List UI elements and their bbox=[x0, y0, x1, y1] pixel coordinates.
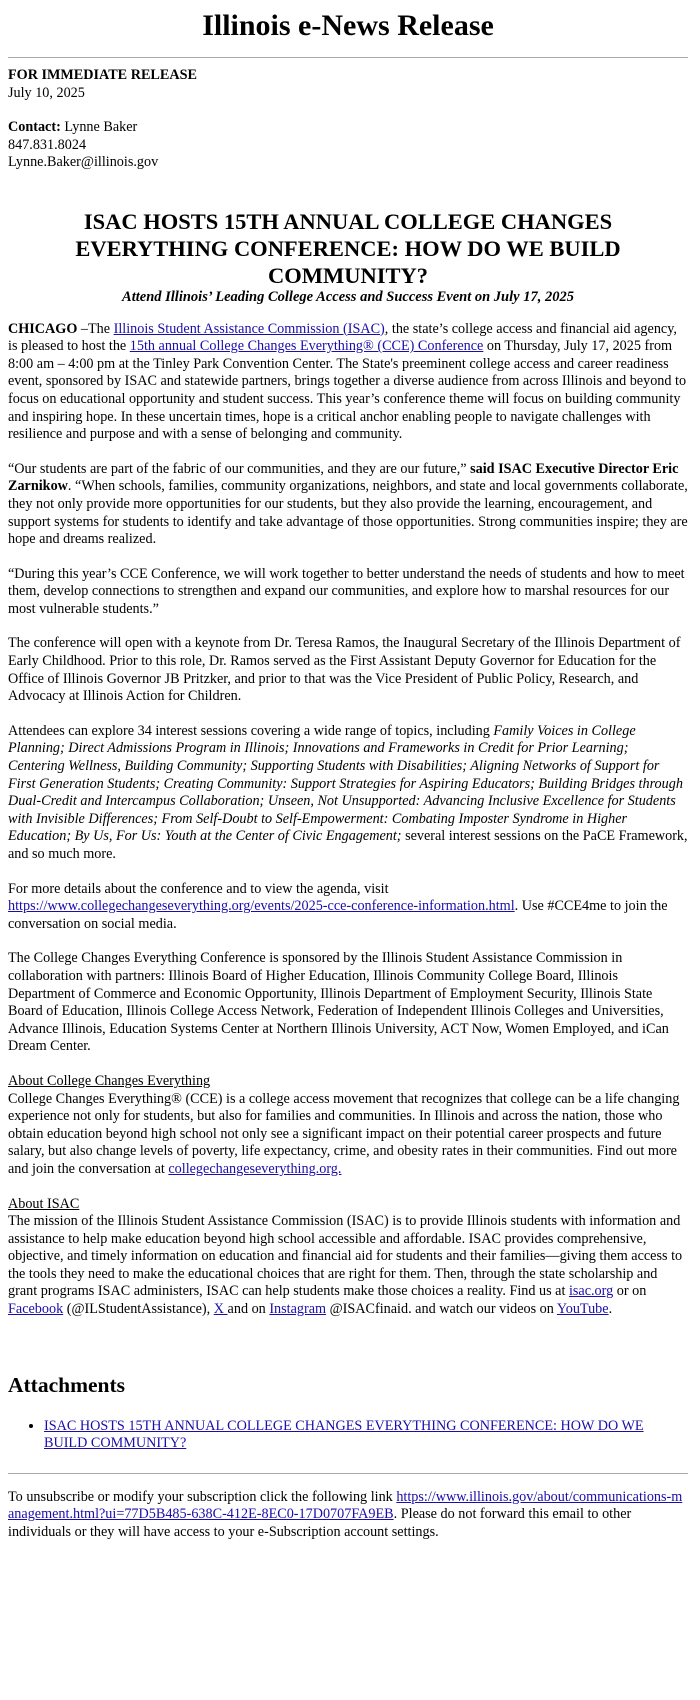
about-cce-section bbox=[8, 1073, 688, 1179]
contact-name: Lynne Baker bbox=[64, 119, 138, 136]
paragraph-text: For more details about the conference and to view the agenda, visit bbox=[8, 880, 389, 897]
release-date: July 10, 2025 bbox=[8, 84, 85, 101]
attachment-link[interactable]: ISAC HOSTS 15TH ANNUAL COLLEGE CHANGES EVERYTHING CONFERENCE: HOW DO WE BUILD COMMUNITY? bbox=[44, 1417, 644, 1452]
paragraph-text: and on bbox=[227, 1301, 270, 1318]
about-isac-text bbox=[8, 1213, 688, 1319]
paragraph-text: . Please do not forward this email to other individuals or they will have access to your e-Subscription account settings. bbox=[8, 1506, 632, 1541]
paragraph-text: . bbox=[608, 1301, 613, 1318]
paragraph-text: The mission of the Illinois Student Assistance Commission (ISAC) is to provide Illinois students with information and assistance to help make education beyond high school accessible and affordable. ISAC provides comprehensive, objective, and timely information on education and financial aid for students and their families—giving them access to the tools they need to make the educational choices that are right for them. Then, through the state scholarship and grant programs ISAC administers, ISAC can help students make those choices a reality. Find us at bbox=[8, 1213, 683, 1300]
cce-website-link[interactable]: collegechangeseverything.org. bbox=[168, 1160, 342, 1177]
about-isac-title: About ISAC bbox=[8, 1195, 80, 1212]
subheadline: Attend Illinois’ Leading College Access and Success Event on July 17, 2025 bbox=[122, 288, 574, 305]
paragraph-text: several interest sessions on the PaCE Framework, and so much more. bbox=[8, 828, 688, 862]
about-isac-section bbox=[8, 1196, 688, 1319]
email-body bbox=[8, 0, 688, 1542]
cce-conference-link[interactable]: 15th annual College Changes Everything® (CCE) Conference bbox=[129, 338, 484, 355]
isac-link[interactable]: Illinois Student Assistance Commission (ISAC) bbox=[113, 320, 385, 337]
paragraph-quote-continued: “During this year’s CCE Conference, we will work together to better understand the needs of students and how to meet them, develop connections to strengthen and expand our communities, and explore how to marshal resources for our most vulnerable students.” bbox=[8, 565, 685, 617]
about-cce-title: About College Changes Everything bbox=[8, 1072, 211, 1089]
paragraph-keynote: The conference will open with a keynote from Dr. Teresa Ramos, the Inaugural Secretary of the Illinois Department of Early Childhood. Prior to this role, Dr. Ramos served as the First Assistant Deputy Governor for Education for the Office of Illinois Governor JB Pritzker, and prior to that was the Vice President of Public Policy, Research, and Advocacy at Illinois Action for Children. bbox=[8, 635, 681, 705]
release-label: FOR IMMEDIATE RELEASE bbox=[8, 67, 197, 83]
attachment-item bbox=[44, 1418, 688, 1453]
attachments-title: Attachments bbox=[8, 1372, 126, 1397]
dateline: CHICAGO bbox=[8, 320, 78, 337]
agenda-link[interactable]: https://www.collegechangeseverything.org/events/2025-cce-conference-information.html bbox=[8, 898, 515, 915]
paragraph-text: . Use #CCE4me to join the conversation on social media. bbox=[8, 898, 668, 932]
instagram-link[interactable]: Instagram bbox=[269, 1301, 327, 1318]
x-link[interactable]: X bbox=[213, 1301, 228, 1318]
paragraph-text: @ISACfinaid. and watch our videos on bbox=[326, 1301, 557, 1318]
facebook-link[interactable]: Facebook bbox=[8, 1301, 64, 1318]
masthead-title: Illinois e-News Release bbox=[8, 0, 688, 58]
paragraph-text: . “When schools, families, community organizations, neighbors, and state and local governments collaborate, they not only provide more opportunities for our students, but they also provide the learning, encouragement, and support systems for students to identify and take advantage of those opportunities. Strong communities inspire; they are hope and dreams realized. bbox=[8, 478, 688, 548]
speaker-attribution: said ISAC Executive Director Eric Zarnikow bbox=[8, 460, 679, 495]
paragraph-text: Attendees can explore 34 interest sessions covering a wide range of topics, including bbox=[8, 722, 494, 739]
about-cce-text bbox=[8, 1091, 688, 1179]
attachments-list bbox=[8, 1418, 688, 1453]
contact-email: Lynne.Baker@illinois.gov bbox=[8, 154, 159, 171]
paragraph-text: on Thursday, July 17, 2025 from 8:00 am – 4:00 pm at the Tinley Park Convention Center. The State's preeminent college access and career readiness event, sponsored by ISAC and statewide partners, brings together a diverse audience from across Illinois and beyond to focus on educational opportunity and student success. This year’s conference theme will focus on building community and inspiring hope. In these uncertain times, hope is a critical anchor enabling people to navigate challenges with resilience and purpose and with a sense of belonging and community. bbox=[8, 338, 687, 443]
paragraph-sessions bbox=[8, 723, 688, 864]
paragraph-text: –The bbox=[77, 320, 114, 337]
paragraph-intro bbox=[8, 321, 688, 444]
paragraph-details bbox=[8, 881, 688, 934]
release-block bbox=[8, 67, 688, 102]
contact-label: Contact: bbox=[8, 119, 61, 136]
paragraph-text: (@ILStudentAssistance), bbox=[63, 1301, 214, 1318]
contact-phone: 847.831.8024 bbox=[8, 136, 87, 153]
paragraph-sponsors: The College Changes Everything Conference is sponsored by the Illinois Student Assistance Commission in collaboration with partners: Illinois Board of Higher Education, Illinois Community College Board, Illinois Department of Commerce and Economic Opportunity, Illinois Department of Employment Security, Illinois State Board of Education, Illinois College Access Network, Federation of Independent Illinois Colleges and Universities, Advance Illinois, Education Systems Center at Northern Illinois University, ACT Now, Women Employed, and iCan Dream Center. bbox=[8, 950, 669, 1055]
paragraph-text: “Our students are part of the fabric of our communities, and they are our future,” bbox=[8, 460, 471, 477]
paragraph-text: , the state’s college access and financial aid agency, is pleased to host the bbox=[8, 320, 677, 355]
paragraph-text: College Changes Everything® (CCE) is a college access movement that recognizes that college can be a life changing experience not only for students, but also for families and communities. In Illinois and across the nation, those who obtain education beyond high school not only see a significant impact on their potential career prospects and future salary, but also change levels of poverty, life expectancy, crime, and obesity rates in their communities. Find out more and join the conversation at bbox=[8, 1090, 680, 1177]
divider bbox=[8, 1473, 688, 1474]
isac-website-link[interactable]: isac.org bbox=[568, 1283, 614, 1300]
footer-unsubscribe bbox=[8, 1489, 688, 1542]
session-list: Family Voices in College Planning; Direct Admissions Program in Illinois; Innovations and Frameworks in Credit for Prior Learning; Centering Wellness, Building Community; Supporting Students with Disabilities; Aligning Networks of Support for First Generation Students; Creating Community: Support Strategies for Aspiring Educators; Building Bridges through Dual-Credit and Intercampus Collaboration; Unseen, Not Unsupported: Advancing Inclusive Excellence for Students with Invisible Differences; From Self-Doubt to Self-Empowerment: Combating Imposter Syndrome in Higher Education; By Us, For Us: Youth at the Center of Civic Engagement; bbox=[8, 722, 683, 845]
youtube-link[interactable]: YouTube bbox=[556, 1301, 609, 1318]
paragraph-text: To unsubscribe or modify your subscription click the following link bbox=[8, 1488, 397, 1505]
paragraph-text: or on bbox=[613, 1283, 647, 1300]
contact-block bbox=[8, 119, 688, 172]
paragraph-quote bbox=[8, 461, 688, 549]
headline: ISAC HOSTS 15TH ANNUAL COLLEGE CHANGES EVERYTHING CONFERENCE: HOW DO WE BUILD COMMUNITY? bbox=[75, 208, 621, 288]
subscription-management-link[interactable]: https://www.illinois.gov/about/communications-management.html?ui=77D5B485-638C-412E-8EC0-17D0707FA9EB bbox=[8, 1488, 683, 1523]
